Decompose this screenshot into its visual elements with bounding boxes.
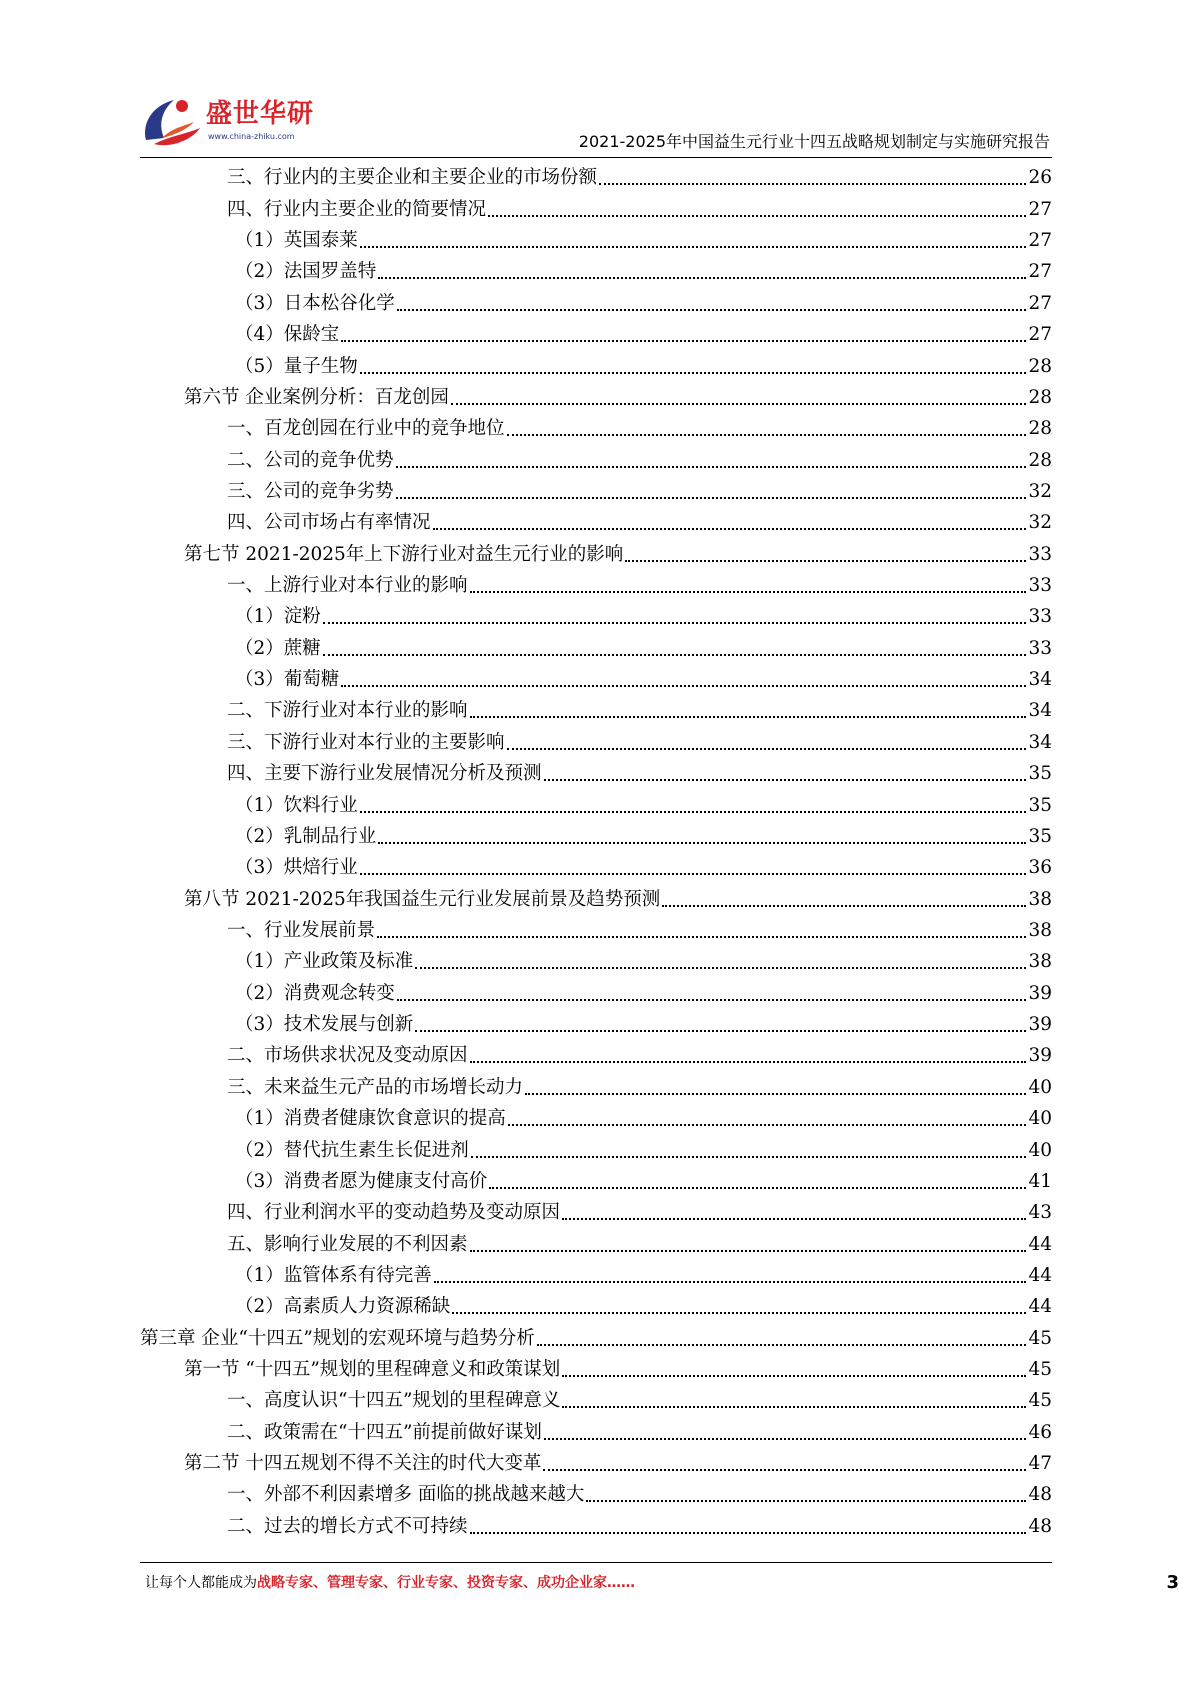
- toc-entry-page: 33: [1028, 575, 1052, 597]
- toc-dot-leader: [433, 528, 1027, 530]
- toc-dot-leader: [470, 1532, 1027, 1534]
- toc-entry-page: 34: [1028, 731, 1052, 753]
- toc-entry-page: 35: [1028, 763, 1052, 785]
- toc-entry[interactable]: [140, 537, 1052, 568]
- footer-slogan: [145, 1572, 1025, 1600]
- toc-entry-page: 32: [1028, 512, 1052, 534]
- toc-entry[interactable]: [140, 443, 1052, 474]
- toc-entry[interactable]: [140, 945, 1052, 976]
- toc-entry[interactable]: [140, 412, 1052, 443]
- toc-entry-title: （1）产业政策及标准: [235, 951, 414, 973]
- toc-entry[interactable]: [140, 1353, 1052, 1384]
- toc-entry-title: 第一节 “十四五”规划的里程碑意义和政策谋划: [184, 1359, 561, 1381]
- toc-dot-leader: [470, 716, 1027, 718]
- toc-entry-title: （1）监管体系有待完善: [235, 1264, 432, 1286]
- toc-dot-leader: [323, 622, 1027, 624]
- toc-entry-title: 第二节 十四五规划不得不关注的时代大变革: [184, 1453, 542, 1475]
- toc-entry[interactable]: [140, 569, 1052, 600]
- toc-entry-title: 二、下游行业对本行业的影响: [227, 700, 468, 722]
- toc-entry[interactable]: [140, 161, 1052, 192]
- toc-dot-leader: [625, 560, 1026, 562]
- toc-entry-page: 36: [1028, 857, 1052, 879]
- toc-dot-leader: [562, 1375, 1026, 1377]
- toc-entry-title: 四、主要下游行业发展情况分析及预测: [227, 763, 542, 785]
- toc-entry-page: 39: [1028, 1045, 1052, 1067]
- header-divider: [140, 157, 1052, 158]
- toc-entry[interactable]: [140, 1384, 1052, 1415]
- toc-entry[interactable]: [140, 1070, 1052, 1101]
- toc-entry[interactable]: [140, 224, 1052, 255]
- toc-entry-title: 二、过去的增长方式不可持续: [227, 1515, 468, 1537]
- toc-entry-title: （3）技术发展与创新: [235, 1014, 414, 1036]
- toc-entry-page: 38: [1028, 919, 1052, 941]
- toc-dot-leader: [360, 811, 1027, 813]
- toc-entry-title: 第三章 企业“十四五”规划的宏观环境与趋势分析: [140, 1327, 535, 1349]
- toc-dot-leader: [507, 748, 1027, 750]
- toc-dot-leader: [452, 1312, 1026, 1314]
- toc-dot-leader: [470, 1250, 1027, 1252]
- toc-entry-page: 27: [1028, 292, 1052, 314]
- toc-entry[interactable]: [140, 1196, 1052, 1227]
- toc-entry[interactable]: [140, 381, 1052, 412]
- toc-entry-title: 三、行业内的主要企业和主要企业的市场份额: [227, 167, 598, 189]
- toc-entry-title: （2）消费观念转变: [235, 982, 395, 1004]
- toc-entry-title: （1）饮料行业: [235, 794, 358, 816]
- toc-dot-leader: [470, 1061, 1027, 1063]
- page-header: [140, 84, 1052, 160]
- toc-entry-page: 39: [1028, 1014, 1052, 1036]
- toc-entry[interactable]: [140, 1509, 1052, 1540]
- toc-entry[interactable]: [140, 788, 1052, 819]
- toc-entry-page: 34: [1028, 669, 1052, 691]
- toc-entry[interactable]: [140, 882, 1052, 913]
- toc-entry-page: 45: [1028, 1327, 1052, 1349]
- toc-dot-leader: [396, 497, 1027, 499]
- toc-entry[interactable]: [140, 318, 1052, 349]
- toc-dot-leader: [397, 999, 1027, 1001]
- toc-dot-leader: [377, 936, 1026, 938]
- toc-entry[interactable]: [140, 600, 1052, 631]
- toc-dot-leader: [543, 1469, 1026, 1471]
- toc-dot-leader: [537, 1344, 1027, 1346]
- toc-entry-page: 35: [1028, 825, 1052, 847]
- footer-slogan-highlight: 战略专家、管理专家、行业专家、投资专家、成功企业家……: [257, 1575, 635, 1591]
- logo-url: www.china-zhiku.com: [208, 132, 295, 141]
- logo: [140, 84, 315, 148]
- toc-entry-title: （4）保龄宝: [235, 324, 340, 346]
- toc-entry-page: 28: [1028, 418, 1052, 440]
- toc-dot-leader: [489, 1187, 1026, 1189]
- toc-entry-page: 33: [1028, 606, 1052, 628]
- toc-entry-page: 44: [1028, 1233, 1052, 1255]
- toc-dot-leader: [415, 967, 1026, 969]
- toc-entry[interactable]: [140, 663, 1052, 694]
- toc-entry[interactable]: [140, 1259, 1052, 1290]
- toc-entry[interactable]: [140, 506, 1052, 537]
- toc-entry-page: 28: [1028, 355, 1052, 377]
- toc-entry-title: （2）乳制品行业: [235, 825, 377, 847]
- toc-entry-title: 二、市场供求状况及变动原因: [227, 1045, 468, 1067]
- toc-dot-leader: [434, 1281, 1027, 1283]
- toc-dot-leader: [341, 340, 1026, 342]
- toc-entry[interactable]: [140, 757, 1052, 788]
- toc-entry-title: 一、高度认识“十四五”规划的里程碑意义: [227, 1390, 561, 1412]
- toc-entry-page: 33: [1028, 543, 1052, 565]
- toc-entry-page: 28: [1028, 386, 1052, 408]
- toc-entry[interactable]: [140, 1008, 1052, 1039]
- toc-entry-page: 38: [1028, 888, 1052, 910]
- toc-entry[interactable]: [140, 914, 1052, 945]
- toc-entry-title: 第八节 2021-2025年我国益生元行业发展前景及趋势预测: [184, 888, 661, 910]
- toc-entry-title: 三、公司的竞争劣势: [227, 480, 394, 502]
- toc-entry-title: （2）蔗糖: [235, 637, 321, 659]
- toc-entry-page: 27: [1028, 324, 1052, 346]
- toc-entry-title: 一、行业发展前景: [227, 919, 376, 941]
- toc-entry-page: 27: [1028, 261, 1052, 283]
- toc-dot-leader: [507, 434, 1027, 436]
- toc-dot-leader: [360, 246, 1027, 248]
- toc-entry-page: 48: [1028, 1484, 1052, 1506]
- toc-entry-page: 47: [1028, 1453, 1052, 1475]
- toc-entry[interactable]: [140, 255, 1052, 286]
- toc-entry-page: 41: [1028, 1170, 1052, 1192]
- toc-entry-title: 四、行业利润水平的变动趋势及变动原因: [227, 1202, 561, 1224]
- toc-dot-leader: [396, 466, 1027, 468]
- logo-text: 盛世华研: [206, 99, 315, 129]
- footer-slogan-prefix: 让每个人都能成为: [145, 1575, 257, 1591]
- toc-entry-page: 32: [1028, 480, 1052, 502]
- toc-entry-page: 48: [1028, 1515, 1052, 1537]
- toc-dot-leader: [488, 215, 1026, 217]
- toc-entry[interactable]: [140, 1227, 1052, 1258]
- toc-dot-leader: [323, 654, 1027, 656]
- toc-entry[interactable]: [140, 349, 1052, 380]
- toc-entry-page: 40: [1028, 1139, 1052, 1161]
- toc-entry[interactable]: [140, 192, 1052, 223]
- toc-entry-title: 二、公司的竞争优势: [227, 449, 394, 471]
- toc-entry-page: 43: [1028, 1202, 1052, 1224]
- shengshi-huayan-logo-icon: [140, 88, 206, 150]
- toc-dot-leader: [562, 1406, 1026, 1408]
- toc-entry-page: 28: [1028, 449, 1052, 471]
- report-title: 2021-2025年中国益生元行业十四五战略规划制定与实施研究报告: [578, 132, 1050, 151]
- toc-entry[interactable]: [140, 1165, 1052, 1196]
- toc-entry-page: 44: [1028, 1264, 1052, 1286]
- toc-entry[interactable]: [140, 1321, 1052, 1352]
- toc-entry-title: 第六节 企业案例分析：百龙创园: [184, 386, 449, 408]
- toc-entry-page: 35: [1028, 794, 1052, 816]
- toc-dot-leader: [599, 183, 1026, 185]
- toc-entry-title: （2）替代抗生素生长促进剂: [235, 1139, 469, 1161]
- toc-dot-leader: [662, 905, 1026, 907]
- toc-entry-title: （1）淀粉: [235, 606, 321, 628]
- toc-entry[interactable]: [140, 851, 1052, 882]
- toc-entry-page: 45: [1028, 1390, 1052, 1412]
- toc-entry-title: （3）日本松谷化学: [235, 292, 395, 314]
- toc-entry-title: （1）消费者健康饮食意识的提高: [235, 1108, 506, 1130]
- toc-dot-leader: [525, 1093, 1026, 1095]
- toc-entry[interactable]: [140, 631, 1052, 662]
- toc-dot-leader: [378, 842, 1026, 844]
- toc-entry-title: （3）消费者愿为健康支付高价: [235, 1170, 488, 1192]
- toc-dot-leader: [360, 873, 1027, 875]
- toc-entry[interactable]: [140, 1447, 1052, 1478]
- toc-dot-leader: [378, 277, 1026, 279]
- footer-divider: [140, 1562, 1052, 1563]
- toc-dot-leader: [562, 1218, 1026, 1220]
- toc-entry[interactable]: [140, 475, 1052, 506]
- toc-entry-title: 三、下游行业对本行业的主要影响: [227, 731, 505, 753]
- toc-entry-page: 26: [1028, 167, 1052, 189]
- table-of-contents: [140, 161, 1052, 1541]
- toc-dot-leader: [471, 1156, 1027, 1158]
- toc-entry-page: 46: [1028, 1421, 1052, 1443]
- toc-entry-page: 34: [1028, 700, 1052, 722]
- toc-entry-page: 39: [1028, 982, 1052, 1004]
- toc-entry-title: 一、上游行业对本行业的影响: [227, 575, 468, 597]
- toc-entry[interactable]: [140, 694, 1052, 725]
- toc-entry[interactable]: [140, 725, 1052, 756]
- toc-dot-leader: [470, 591, 1027, 593]
- toc-entry-title: 一、百龙创园在行业中的竞争地位: [227, 418, 505, 440]
- toc-entry-page: 45: [1028, 1359, 1052, 1381]
- toc-entry-title: （2）法国罗盖特: [235, 261, 377, 283]
- toc-entry[interactable]: [140, 976, 1052, 1007]
- toc-dot-leader: [341, 685, 1026, 687]
- toc-entry[interactable]: [140, 1415, 1052, 1446]
- toc-entry-page: 44: [1028, 1296, 1052, 1318]
- toc-entry-title: 三、未来益生元产品的市场增长动力: [227, 1076, 524, 1098]
- toc-dot-leader: [508, 1124, 1027, 1126]
- toc-entry[interactable]: [140, 286, 1052, 317]
- toc-entry[interactable]: [140, 1133, 1052, 1164]
- toc-entry[interactable]: [140, 1039, 1052, 1070]
- toc-entry-title: 四、公司市场占有率情况: [227, 512, 431, 534]
- toc-dot-leader: [451, 403, 1027, 405]
- toc-entry-title: 五、影响行业发展的不利因素: [227, 1233, 468, 1255]
- toc-entry-title: 第七节 2021-2025年上下游行业对益生元行业的影响: [184, 543, 624, 565]
- toc-entry-title: （3）葡萄糖: [235, 669, 340, 691]
- toc-entry[interactable]: [140, 1478, 1052, 1509]
- toc-entry-title: （2）高素质人力资源稀缺: [235, 1296, 451, 1318]
- toc-dot-leader: [415, 1030, 1026, 1032]
- toc-entry-title: 一、外部不利因素增多 面临的挑战越来越大: [227, 1484, 585, 1506]
- toc-entry-page: 33: [1028, 637, 1052, 659]
- toc-entry[interactable]: [140, 1290, 1052, 1321]
- toc-entry-page: 38: [1028, 951, 1052, 973]
- toc-entry-title: （3）烘焙行业: [235, 857, 358, 879]
- toc-dot-leader: [586, 1500, 1026, 1502]
- toc-entry-page: 27: [1028, 198, 1052, 220]
- toc-entry-title: 四、行业内主要企业的简要情况: [227, 198, 487, 220]
- toc-entry[interactable]: [140, 820, 1052, 851]
- toc-entry-title: （5）量子生物: [235, 355, 358, 377]
- toc-dot-leader: [397, 309, 1027, 311]
- toc-entry[interactable]: [140, 1102, 1052, 1133]
- page-number: 3: [1166, 1572, 1179, 1593]
- toc-entry-page: 40: [1028, 1076, 1052, 1098]
- toc-entry-page: 27: [1028, 230, 1052, 252]
- toc-dot-leader: [360, 372, 1027, 374]
- toc-dot-leader: [544, 779, 1027, 781]
- toc-entry-title: （1）英国泰莱: [235, 230, 358, 252]
- toc-dot-leader: [544, 1438, 1027, 1440]
- toc-entry-title: 二、政策需在“十四五”前提前做好谋划: [227, 1421, 542, 1443]
- toc-entry-page: 40: [1028, 1108, 1052, 1130]
